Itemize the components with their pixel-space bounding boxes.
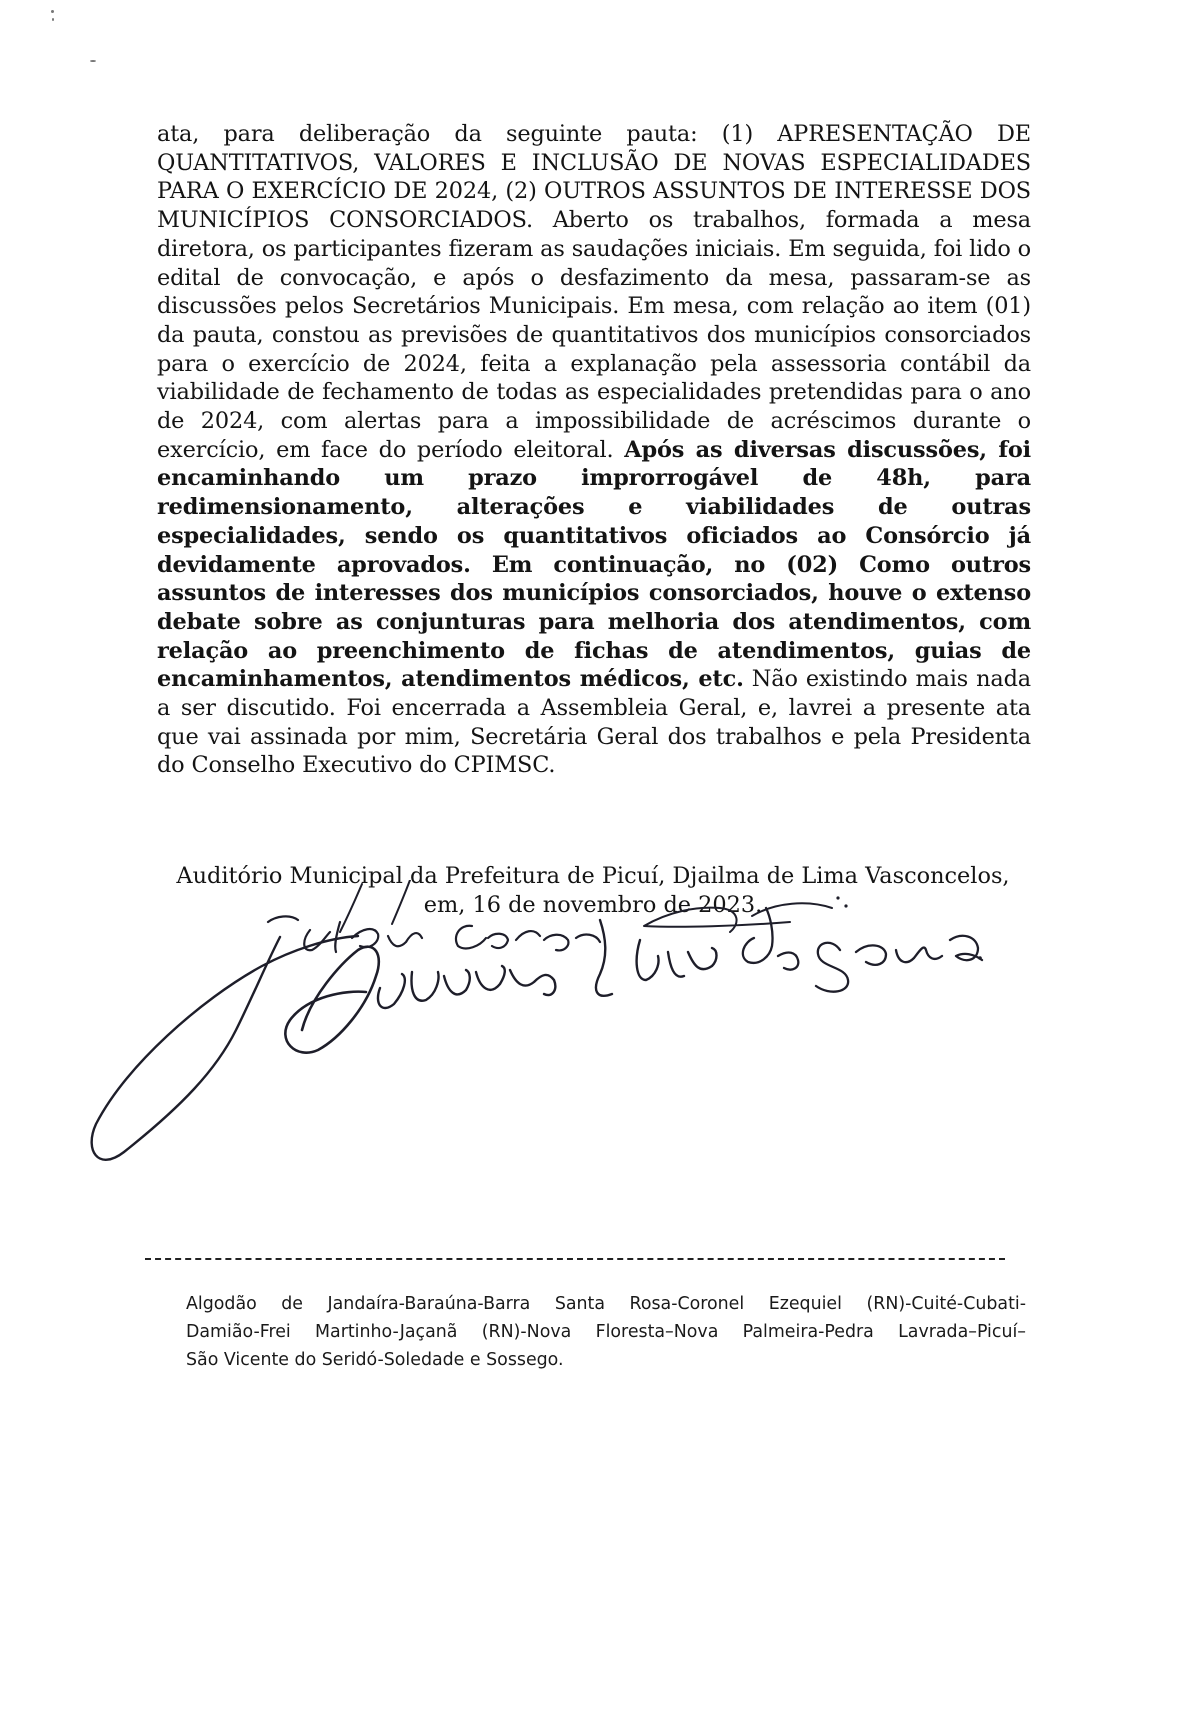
footer-line: São Vicente do Seridó-Soledade e Sossego. bbox=[186, 1350, 564, 1370]
signature-dot bbox=[844, 904, 847, 907]
signature-2-stroke bbox=[816, 936, 982, 992]
minutes-text-regular-2: Não existindo mais nada a ser discutido. Foi encerrada a Assembleia Geral, e, lavrei a presente ata que vai assinada por mim, Secretária Geral dos trabalhos e pela Presidenta do Conselho Executivo do CPIMSC. bbox=[157, 666, 1031, 779]
footer-divider bbox=[145, 1258, 1005, 1260]
scan-speck bbox=[52, 18, 54, 21]
signature-2-stroke bbox=[596, 920, 717, 996]
handwritten-signatures bbox=[40, 880, 1080, 1180]
minutes-body bbox=[157, 120, 1031, 780]
scan-speck bbox=[51, 10, 54, 13]
signature-2-stroke bbox=[743, 908, 798, 970]
signature-1-stroke bbox=[92, 936, 358, 1160]
signature-2-stroke bbox=[285, 947, 378, 1053]
footer-municipalities bbox=[186, 1290, 1026, 1374]
signature-1-stroke bbox=[340, 880, 410, 932]
closing-place-line: Auditório Municipal da Prefeitura de Picuí, Djailma de Lima Vasconcelos, bbox=[176, 863, 1010, 889]
closing-date-line: em, 16 de novembro de 2023. bbox=[423, 892, 763, 918]
signature-dot bbox=[978, 956, 982, 960]
scan-speck bbox=[90, 60, 96, 62]
footer-line: Algodão de Jandaíra-Baraúna-Barra Santa Rosa-Coronel Ezequiel (RN)-Cuité-Cubati- bbox=[186, 1294, 1026, 1314]
minutes-text-regular-1: ata, para deliberação da seguinte pauta: (1) APRESENTAÇÃO DE QUANTITATIVOS, VALORES E INCLUSÃO DE NOVAS ESPECIALIDADES PARA O EXERCÍCIO DE 2024, (2) OUTROS ASSUNTOS DE INTERESSE DOS MUNICÍPIOS CONSORCIADOS. Aberto os trabalhos, formada a mesa diretora, os participantes fizeram as saudações iniciais. Em seguida, foi lido o edital de convocação, e após o desfazimento da mesa, passaram-se as discussões pelos Secretários Municipais. Em mesa, com relação ao item (01) da pauta, constou as previsões de quantitativos dos municípios consorciados para o exercício de 2024, feita a explanação pela assessoria contábil da viabilidade de fechamento de todas as especialidades pretendidas para o ano de 2024, com alertas para a impossibilidade de acréscimos durante o exercício, em face do período eleitoral. bbox=[157, 121, 1031, 463]
signature-dot bbox=[836, 896, 839, 899]
signature-1-stroke bbox=[456, 926, 600, 951]
minutes-paragraph bbox=[157, 120, 1031, 780]
footer-line: Damião-Frei Martinho-Jaçanã (RN)-Nova Floresta–Nova Palmeira-Pedra Lavrada–Picuí– bbox=[186, 1322, 1026, 1342]
signature-2-stroke bbox=[378, 966, 555, 1008]
signature-2-stroke bbox=[644, 903, 832, 932]
minutes-text-bold: Após as diversas discussões, foi encaminhando um prazo improrrogável de 48h, para redimensionamento, alterações e viabilidades de outras especialidades, sendo os quantitativos oficiados ao Consórcio já devidamente aprovados. Em continuação, no (02) Como outros assuntos de interesses dos municípios consorciados, houve o extenso debate sobre as conjunturas para melhoria dos atendimentos, com relação ao preenchimento de fichas de atendimentos, guias de encaminhamentos, atendimentos médicos, etc. bbox=[157, 436, 1031, 693]
